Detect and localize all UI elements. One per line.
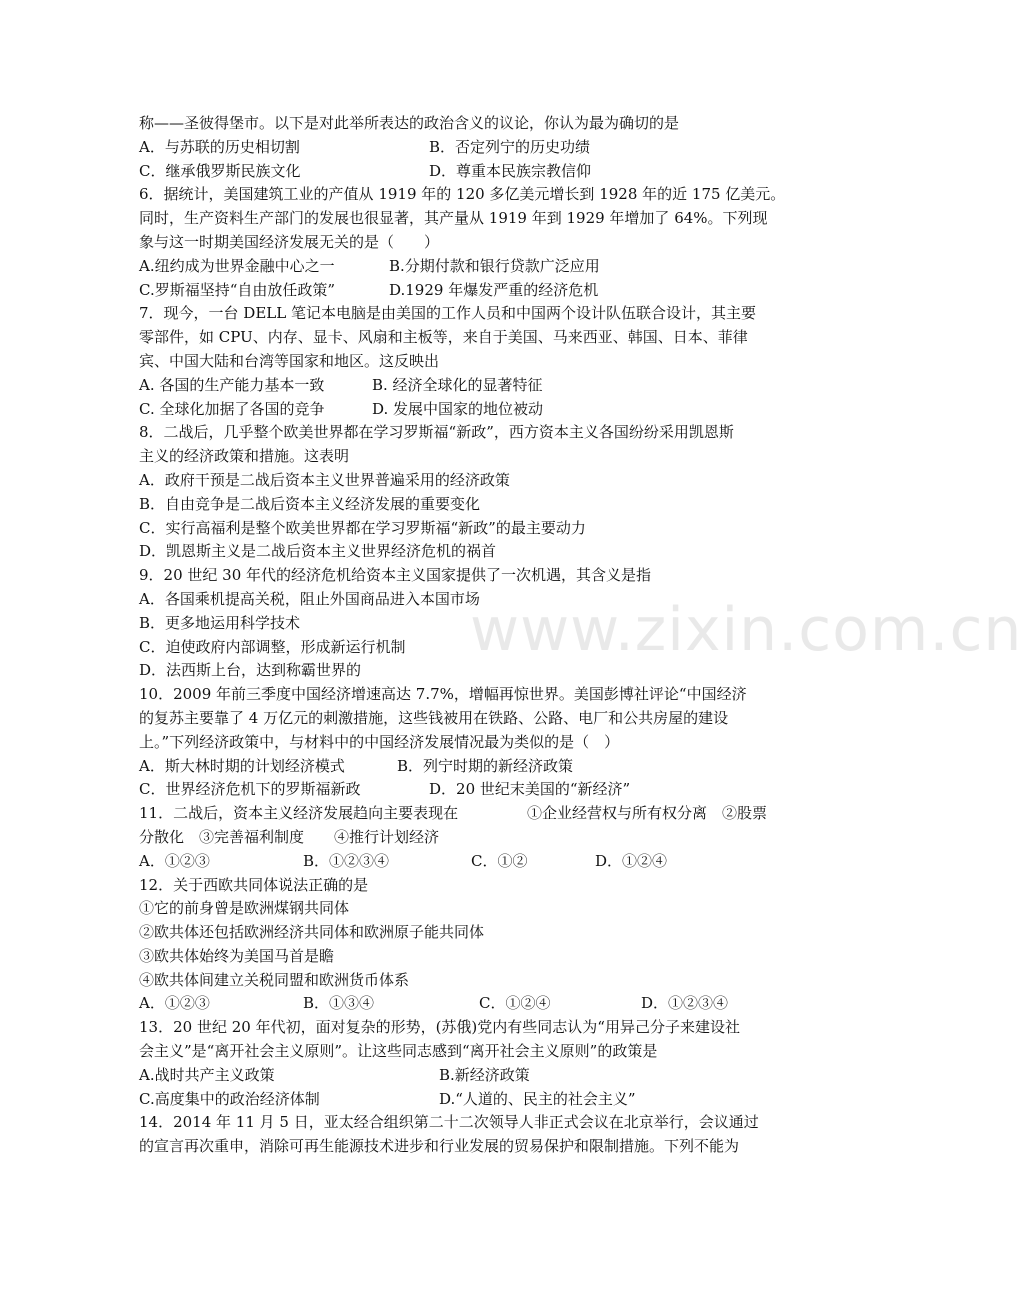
option-d: D．凯恩斯主义是二战后资本主义世界经济危机的祸首 bbox=[139, 542, 497, 561]
option-b: B．①③④ bbox=[303, 994, 375, 1013]
q12-item: ②欧共体还包括欧洲经济共同体和欧洲原子能共同体 bbox=[139, 923, 485, 942]
q6-options-row-2 bbox=[139, 279, 789, 303]
option-a: A．斯大林时期的计划经济模式 bbox=[139, 756, 345, 775]
option-a: A．政府干预是二战后资本主义世界普遍采用的经济政策 bbox=[139, 470, 510, 489]
q7-options-row-1 bbox=[139, 374, 789, 398]
q11-stem-part: ①企业经营权与所有权分离 ②股票 bbox=[527, 804, 768, 823]
option-c: C.高度集中的政治经济体制 bbox=[139, 1089, 320, 1108]
question-text bbox=[139, 112, 789, 1159]
q11-stem-line: 分散化 ③完善福利制度 ④推行计划经济 bbox=[139, 827, 440, 846]
q7-stem-line: 宾、中国大陆和台湾等国家和地区。这反映出 bbox=[139, 351, 440, 370]
q13-stem-line: 会主义”是“离开社会主义原则”。让这些同志感到“离开社会主义原则”的政策是 bbox=[139, 1042, 658, 1061]
q13-options-row-1 bbox=[139, 1064, 789, 1088]
option-d: D．尊重本民族宗教信仰 bbox=[429, 161, 592, 180]
option-c: C．①② bbox=[471, 851, 528, 870]
option-b: B．否定列宁的历史功绩 bbox=[429, 137, 591, 156]
q5-options-row-2 bbox=[139, 160, 789, 184]
q7-options-row-2 bbox=[139, 398, 789, 422]
option-b: B．列宁时期的新经济政策 bbox=[397, 756, 574, 775]
option-b: B. 经济全球化的显著特征 bbox=[372, 375, 543, 394]
q12-item: ①它的前身曾是欧洲煤钢共同体 bbox=[139, 899, 350, 918]
option-b: B.分期付款和银行贷款广泛应用 bbox=[389, 256, 600, 275]
option-a: A.纽约成为世界金融中心之一 bbox=[139, 256, 335, 275]
option-a: A．①②③ bbox=[139, 994, 210, 1013]
q14-stem-line: 14．2014 年 11 月 5 日，亚太经合组织第二十二次领导人非正式会议在北京举行，会议通过 bbox=[139, 1113, 759, 1132]
option-b: B．①②③④ bbox=[303, 851, 390, 870]
q10-stem-line: 的复苏主要靠了 4 万亿元的刺激措施，这些钱被用在铁路、公路、电厂和公共房屋的建设 bbox=[139, 708, 729, 727]
option-b: B.新经济政策 bbox=[439, 1065, 530, 1084]
option-d: D.1929 年爆发严重的经济危机 bbox=[389, 280, 599, 299]
option-b: B．更多地运用科学技术 bbox=[139, 613, 301, 632]
option-d: D．法西斯上台，达到称霸世界的 bbox=[139, 661, 362, 680]
q12-item: ④欧共体间建立关税同盟和欧洲货币体系 bbox=[139, 970, 410, 989]
q11-stem-line bbox=[139, 802, 789, 826]
option-a: A．各国乘机提高关税，阻止外国商品进入本国市场 bbox=[139, 589, 480, 608]
q6-options-row-1 bbox=[139, 255, 789, 279]
watermark: www.zixin.com.cn bbox=[470, 595, 1022, 665]
q6-stem-line: 同时，生产资料生产部门的发展也很显著，其产量从 1919 年到 1929 年增加了 64%。下列现 bbox=[139, 209, 768, 228]
option-d: D．①②③④ bbox=[641, 994, 729, 1013]
text-line: 称——圣彼得堡市。以下是对此举所表达的政治含义的议论，你认为最为确切的是 bbox=[139, 114, 680, 132]
q8-stem-line: 主义的经济政策和措施。这表明 bbox=[139, 447, 350, 466]
option-c: C．世界经济危机下的罗斯福新政 bbox=[139, 780, 361, 799]
option-d: D. 发展中国家的地位被动 bbox=[372, 399, 544, 418]
q12-stem-line: 12．关于西欧共同体说法正确的是 bbox=[139, 875, 369, 894]
option-a: A．与苏联的历史相切割 bbox=[139, 137, 300, 156]
q5-options-row-1 bbox=[139, 136, 789, 160]
q11-stem-part: 11．二战后，资本主义经济发展趋向主要表现在 bbox=[139, 804, 459, 823]
q9-stem-line: 9．20 世纪 30 年代的经济危机给资本主义国家提供了一次机遇，其含义是指 bbox=[139, 566, 652, 585]
option-c: C．实行高福利是整个欧美世界都在学习罗斯福“新政”的最主要动力 bbox=[139, 518, 586, 537]
q11-options-row bbox=[139, 850, 789, 874]
q14-stem-line: 的宣言再次重申，消除可再生能源技术进步和行业发展的贸易保护和限制措施。下列不能为 bbox=[139, 1137, 740, 1156]
option-d: D．20 世纪末美国的“新经济” bbox=[429, 780, 631, 799]
option-c: C．继承俄罗斯民族文化 bbox=[139, 161, 301, 180]
option-c: C．①②④ bbox=[479, 994, 551, 1013]
option-c: C. 全球化加据了各国的竞争 bbox=[139, 399, 325, 418]
option-a: A．①②③ bbox=[139, 851, 210, 870]
q10-options-row-1 bbox=[139, 755, 789, 779]
q6-stem-line: 6．据统计，美国建筑工业的产值从 1919 年的 120 多亿美元增长到 1928 年的近 175 亿美元。 bbox=[139, 185, 786, 204]
q6-stem-line: 象与这一时期美国经济发展无关的是（ ） bbox=[139, 232, 440, 251]
option-c: C．迫使政府内部调整，形成新运行机制 bbox=[139, 637, 406, 656]
q13-stem-line: 13．20 世纪 20 年代初，面对复杂的形势，(苏俄)党内有些同志认为“用异己分子来建设社 bbox=[139, 1018, 740, 1037]
option-d: D.“人道的、民主的社会主义” bbox=[439, 1089, 636, 1108]
q13-options-row-2 bbox=[139, 1088, 789, 1112]
option-c: C.罗斯福坚持“自由放任政策” bbox=[139, 280, 336, 299]
q7-stem-line: 7．现今，一台 DELL 笔记本电脑是由美国的工作人员和中国两个设计队伍联合设计，其主要 bbox=[139, 304, 756, 323]
q12-options-row bbox=[139, 992, 789, 1016]
q8-stem-line: 8．二战后，几乎整个欧美世界都在学习罗斯福“新政”，西方资本主义各国纷纷采用凯恩斯 bbox=[139, 423, 734, 442]
option-a: A. 各国的生产能力基本一致 bbox=[139, 375, 325, 394]
option-b: B．自由竞争是二战后资本主义经济发展的重要变化 bbox=[139, 494, 481, 513]
q7-stem-line: 零部件，如 CPU、内存、显卡、风扇和主板等，来自于美国、马来西亚、韩国、日本、菲律 bbox=[139, 328, 748, 347]
q10-stem-line: 10．2009 年前三季度中国经济增速高达 7.7%，增幅再惊世界。美国彭博社评论“中国经济 bbox=[139, 685, 747, 704]
q12-item: ③欧共体始终为美国马首是瞻 bbox=[139, 946, 335, 965]
option-a: A.战时共产主义政策 bbox=[139, 1065, 275, 1084]
q10-stem-line: 上。”下列经济政策中，与材料中的中国经济发展情况最为类似的是（ ） bbox=[139, 732, 620, 751]
q10-options-row-2 bbox=[139, 778, 789, 802]
option-d: D．①②④ bbox=[595, 851, 668, 870]
